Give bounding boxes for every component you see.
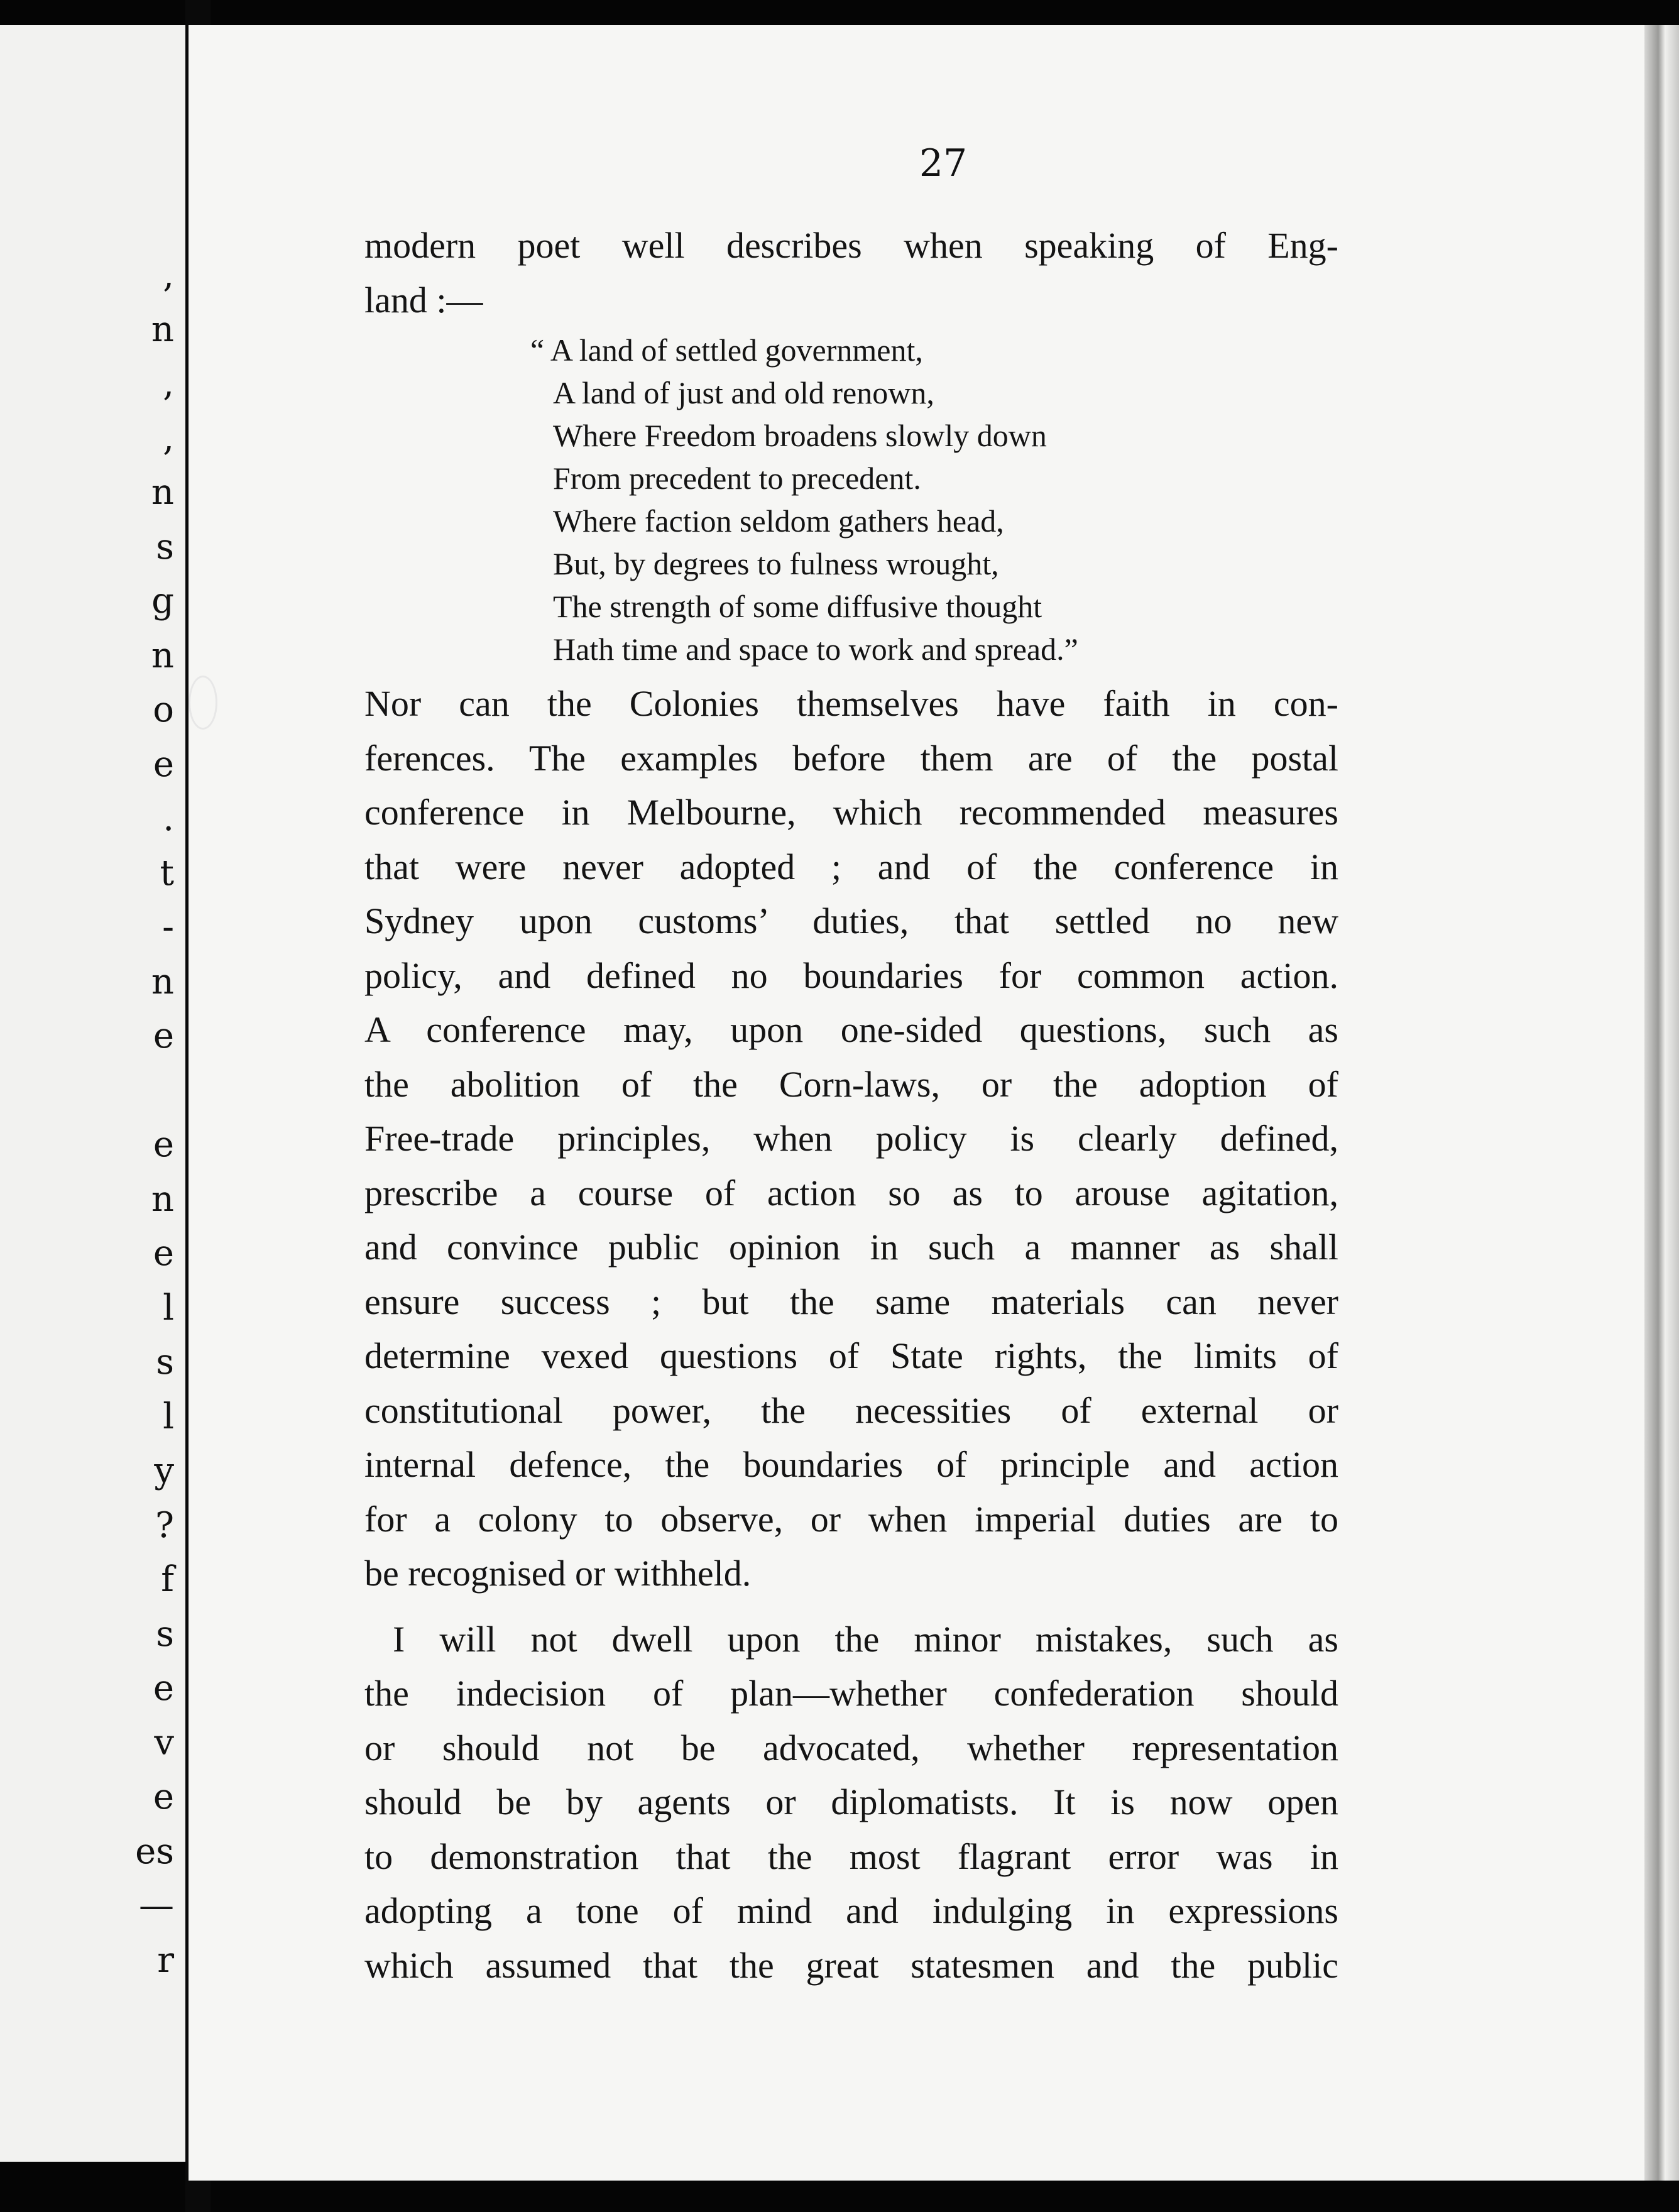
text-line: Sydney upon customs’ duties, that settled no new bbox=[364, 901, 1338, 941]
poem-line: Hath time and space to work and spread.” bbox=[553, 632, 1078, 667]
margin-fragment: , bbox=[163, 255, 174, 295]
text-line: modern poet well describes when speaking of Eng- bbox=[364, 225, 1338, 266]
poem-line: The strength of some diffusive thought bbox=[553, 589, 1042, 624]
margin-fragment: n bbox=[151, 472, 174, 513]
poem-line: From precedent to precedent. bbox=[553, 461, 921, 496]
margin-fragment: n bbox=[151, 1179, 174, 1220]
margin-fragment: s bbox=[156, 527, 174, 567]
page-edge bbox=[1644, 25, 1679, 2181]
margin-fragment: g bbox=[151, 581, 174, 621]
text-line: be recognised or withheld. bbox=[364, 1553, 752, 1594]
text-line: Free-trade principles, when policy is clearly defined, bbox=[364, 1118, 1338, 1159]
text-line: conference in Melbourne, which recommended measures bbox=[364, 792, 1338, 833]
margin-fragment: s bbox=[156, 1614, 174, 1655]
margin-fragment: y bbox=[154, 1450, 174, 1491]
margin-fragment: n bbox=[151, 635, 174, 676]
page-body-text bbox=[364, 219, 1338, 1993]
paragraph-conferences bbox=[364, 677, 1338, 1601]
poem-line: Where faction seldom gathers head, bbox=[553, 503, 1004, 539]
text-line: land :— bbox=[364, 279, 483, 320]
margin-fragment: — bbox=[139, 1885, 174, 1926]
margin-fragment: v bbox=[154, 1722, 174, 1763]
poem-line: Where Freedom broadens slowly down bbox=[553, 418, 1047, 453]
text-line: the abolition of the Corn-laws, or the adoption of bbox=[364, 1063, 1338, 1105]
text-line: constitutional power, the necessities of external or bbox=[364, 1389, 1338, 1431]
poem-line: “ A land of settled government, bbox=[530, 332, 923, 368]
paper-smudge bbox=[189, 676, 217, 730]
paragraph-minor-mistakes bbox=[364, 1612, 1338, 1993]
margin-fragment: . bbox=[163, 798, 174, 839]
text-line: to demonstration that the most flagrant error was in bbox=[364, 1836, 1338, 1877]
text-line: internal defence, the boundaries of principle and action bbox=[364, 1444, 1338, 1485]
text-line: should be by agents or diplomatists. It is now open bbox=[364, 1782, 1338, 1822]
poem-quotation bbox=[530, 329, 1338, 671]
margin-fragment: e bbox=[153, 1016, 174, 1056]
margin-fragment: f bbox=[161, 1559, 174, 1600]
text-line: and convince public opinion in such a manner as shall bbox=[364, 1227, 1338, 1268]
text-line: prescribe a course of action so as to arouse agitation, bbox=[364, 1172, 1338, 1213]
left-page bbox=[0, 25, 185, 2162]
margin-fragment: e bbox=[153, 1668, 174, 1709]
text-line: I will not dwell upon the minor mistakes, such as bbox=[393, 1618, 1338, 1660]
margin-fragment: o bbox=[153, 689, 174, 730]
page-number: 27 bbox=[919, 141, 968, 185]
margin-fragment: r bbox=[157, 1940, 174, 1981]
text-line: which assumed that the great statesmen and the public bbox=[364, 1944, 1338, 1986]
margin-fragment: e bbox=[153, 1777, 174, 1817]
text-line: A conference may, upon one-sided questions, such as bbox=[364, 1009, 1338, 1050]
margin-fragment: , bbox=[163, 418, 174, 459]
margin-fragment: n bbox=[151, 309, 174, 350]
text-line: ensure success ; but the same materials can never bbox=[364, 1281, 1338, 1322]
text-line: for a colony to observe, or when imperial duties are to bbox=[364, 1498, 1338, 1540]
margin-fragment: - bbox=[162, 907, 174, 948]
margin-fragment: s bbox=[156, 1342, 174, 1382]
margin-fragment: l bbox=[163, 1396, 174, 1437]
margin-fragment: e bbox=[153, 1124, 174, 1165]
margin-fragment: t bbox=[160, 853, 174, 894]
text-line: adopting a tone of mind and indulging in expressions bbox=[364, 1890, 1338, 1931]
text-line: policy, and defined no boundaries for common action. bbox=[364, 955, 1338, 996]
poem-line: But, by degrees to fulness wrought, bbox=[553, 546, 999, 581]
text-line: determine vexed questions of State rights, the limits of bbox=[364, 1335, 1338, 1376]
margin-fragment: l bbox=[163, 1288, 174, 1328]
margin-fragment: , bbox=[163, 363, 174, 404]
margin-fragment: n bbox=[151, 961, 174, 1002]
left-page-margin-text bbox=[0, 255, 185, 2017]
poem-line: A land of just and old renown, bbox=[553, 375, 934, 410]
margin-fragment: es bbox=[135, 1831, 174, 1872]
text-line: that were never adopted ; and of the conference in bbox=[364, 846, 1338, 887]
margin-fragment: e bbox=[153, 1233, 174, 1274]
text-line: ferences. The examples before them are of the postal bbox=[364, 737, 1338, 779]
text-line: the indecision of plan—whether confederation should bbox=[364, 1673, 1338, 1714]
text-line: Nor can the Colonies themselves have faith in con- bbox=[364, 683, 1338, 724]
text-line: or should not be advocated, whether representation bbox=[364, 1727, 1338, 1768]
margin-fragment: ? bbox=[155, 1505, 174, 1546]
margin-fragment: e bbox=[153, 744, 174, 785]
